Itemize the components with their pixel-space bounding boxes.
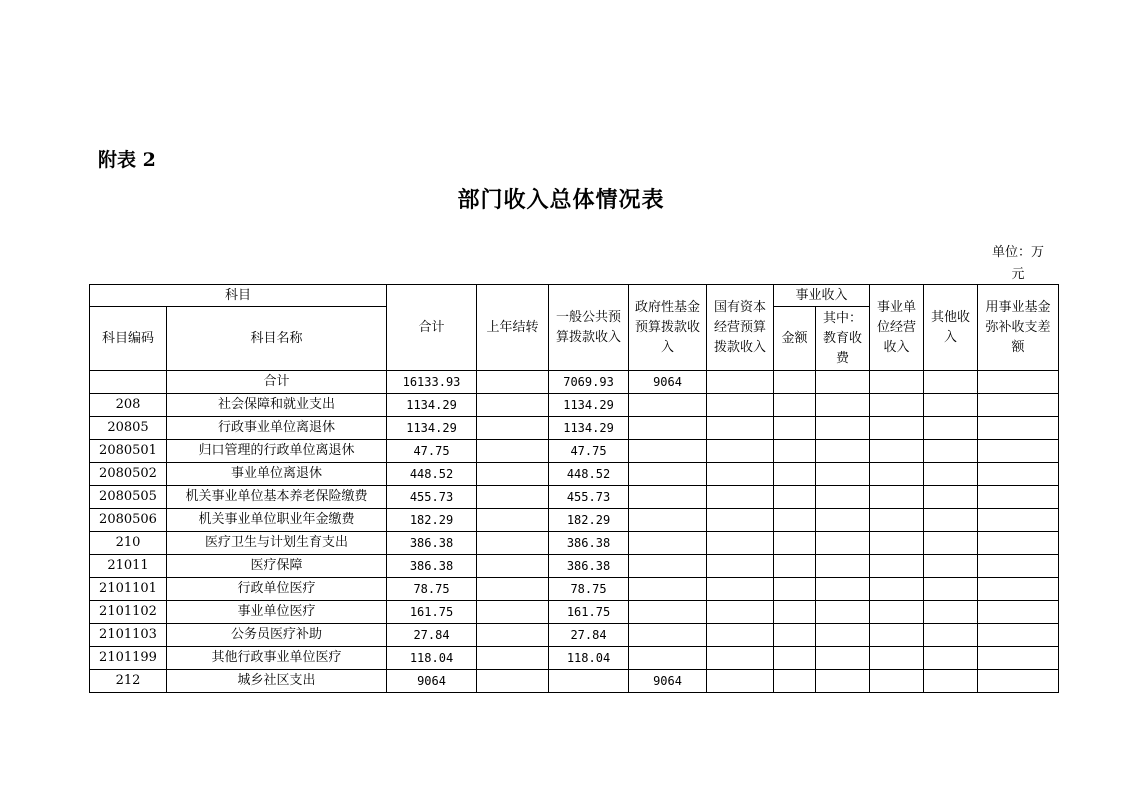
- cell-total: 78.75: [387, 578, 477, 601]
- cell-operating: [870, 394, 924, 417]
- cell-name: 机关事业单位职业年金缴费: [167, 509, 387, 532]
- cell-state: [707, 417, 774, 440]
- cell-carry: [477, 440, 549, 463]
- cell-edu: [816, 647, 870, 670]
- header-general-budget: 一般公共预算拨款收入: [549, 285, 629, 371]
- table-row: [90, 578, 1059, 601]
- cell-other: [924, 624, 978, 647]
- header-state-capital: 国有资本经营预算拨款收入: [707, 285, 774, 371]
- cell-amount: [774, 509, 816, 532]
- cell-carry: [477, 624, 549, 647]
- header-subject-code: 科目编码: [90, 307, 167, 371]
- cell-gov: [629, 624, 707, 647]
- cell-operating: [870, 578, 924, 601]
- cell-fund: [978, 578, 1059, 601]
- cell-state: [707, 532, 774, 555]
- cell-code: 210: [90, 532, 167, 555]
- cell-fund: [978, 440, 1059, 463]
- cell-edu: [816, 463, 870, 486]
- cell-gov: [629, 532, 707, 555]
- cell-edu: [816, 670, 870, 693]
- cell-operating: [870, 486, 924, 509]
- cell-state: [707, 463, 774, 486]
- cell-fund: [978, 532, 1059, 555]
- cell-code: 212: [90, 670, 167, 693]
- cell-name: 事业单位离退休: [167, 463, 387, 486]
- cell-other: [924, 601, 978, 624]
- table-row: [90, 647, 1059, 670]
- cell-amount: [774, 532, 816, 555]
- cell-gov: [629, 394, 707, 417]
- cell-operating: [870, 371, 924, 394]
- cell-general: 455.73: [549, 486, 629, 509]
- cell-code: 208: [90, 394, 167, 417]
- cell-amount: [774, 601, 816, 624]
- cell-state: [707, 624, 774, 647]
- cell-total: 455.73: [387, 486, 477, 509]
- cell-carry: [477, 555, 549, 578]
- cell-name: 合计: [167, 371, 387, 394]
- cell-edu: [816, 624, 870, 647]
- cell-name: 行政事业单位离退休: [167, 417, 387, 440]
- cell-gov: [629, 463, 707, 486]
- table-row: [90, 440, 1059, 463]
- header-institution-income: 事业收入: [774, 285, 870, 307]
- income-table: [89, 284, 1059, 693]
- cell-carry: [477, 532, 549, 555]
- cell-carry: [477, 463, 549, 486]
- cell-fund: [978, 394, 1059, 417]
- cell-amount: [774, 463, 816, 486]
- cell-name: 公务员医疗补助: [167, 624, 387, 647]
- cell-carry: [477, 578, 549, 601]
- cell-total: 182.29: [387, 509, 477, 532]
- cell-fund: [978, 463, 1059, 486]
- cell-operating: [870, 647, 924, 670]
- cell-name: 医疗卫生与计划生育支出: [167, 532, 387, 555]
- cell-general: 386.38: [549, 555, 629, 578]
- cell-total: 386.38: [387, 532, 477, 555]
- table-row: [90, 601, 1059, 624]
- cell-carry: [477, 371, 549, 394]
- cell-state: [707, 440, 774, 463]
- cell-other: [924, 440, 978, 463]
- cell-fund: [978, 417, 1059, 440]
- cell-operating: [870, 670, 924, 693]
- cell-amount: [774, 555, 816, 578]
- table-row: [90, 394, 1059, 417]
- cell-fund: [978, 647, 1059, 670]
- cell-total: 118.04: [387, 647, 477, 670]
- cell-operating: [870, 601, 924, 624]
- cell-general: 386.38: [549, 532, 629, 555]
- cell-code: [90, 371, 167, 394]
- table-row: [90, 463, 1059, 486]
- cell-total: 16133.93: [387, 371, 477, 394]
- cell-name: 行政单位医疗: [167, 578, 387, 601]
- cell-amount: [774, 440, 816, 463]
- cell-total: 448.52: [387, 463, 477, 486]
- cell-fund: [978, 555, 1059, 578]
- header-amount: 金额: [774, 307, 816, 371]
- cell-fund: [978, 486, 1059, 509]
- cell-gov: [629, 555, 707, 578]
- cell-carry: [477, 601, 549, 624]
- header-total: 合计: [387, 285, 477, 371]
- cell-other: [924, 371, 978, 394]
- cell-amount: [774, 486, 816, 509]
- cell-state: [707, 371, 774, 394]
- cell-state: [707, 670, 774, 693]
- cell-other: [924, 417, 978, 440]
- header-of-which-edu: 其中：教育收费: [816, 307, 870, 371]
- cell-carry: [477, 647, 549, 670]
- header-subject: 科目: [90, 285, 387, 307]
- cell-edu: [816, 440, 870, 463]
- cell-edu: [816, 532, 870, 555]
- cell-edu: [816, 394, 870, 417]
- cell-edu: [816, 371, 870, 394]
- cell-operating: [870, 417, 924, 440]
- unit-label: 单位：万元: [991, 245, 1044, 282]
- cell-carry: [477, 509, 549, 532]
- cell-code: 20805: [90, 417, 167, 440]
- cell-name: 其他行政事业单位医疗: [167, 647, 387, 670]
- cell-name: 事业单位医疗: [167, 601, 387, 624]
- cell-code: 2080502: [90, 463, 167, 486]
- table-row: [90, 670, 1059, 693]
- cell-amount: [774, 417, 816, 440]
- cell-general: [549, 670, 629, 693]
- cell-code: 2101103: [90, 624, 167, 647]
- cell-code: 2101102: [90, 601, 167, 624]
- cell-gov: [629, 440, 707, 463]
- cell-amount: [774, 394, 816, 417]
- table-row: [90, 555, 1059, 578]
- cell-carry: [477, 417, 549, 440]
- table-row: [90, 532, 1059, 555]
- cell-general: 7069.93: [549, 371, 629, 394]
- cell-carry: [477, 670, 549, 693]
- cell-edu: [816, 601, 870, 624]
- cell-state: [707, 555, 774, 578]
- cell-general: 1134.29: [549, 394, 629, 417]
- cell-amount: [774, 647, 816, 670]
- cell-fund: [978, 601, 1059, 624]
- cell-other: [924, 394, 978, 417]
- cell-state: [707, 578, 774, 601]
- cell-edu: [816, 486, 870, 509]
- attachment-label: 附表 2: [98, 149, 156, 171]
- cell-gov: [629, 486, 707, 509]
- cell-other: [924, 532, 978, 555]
- cell-code: 2080501: [90, 440, 167, 463]
- cell-gov: 9064: [629, 371, 707, 394]
- cell-name: 机关事业单位基本养老保险缴费: [167, 486, 387, 509]
- cell-state: [707, 509, 774, 532]
- header-other-income: 其他收入: [924, 285, 978, 371]
- table-row: [90, 509, 1059, 532]
- cell-general: 182.29: [549, 509, 629, 532]
- cell-name: 社会保障和就业支出: [167, 394, 387, 417]
- header-fund-balance: 用事业基金弥补收支差额: [978, 285, 1059, 371]
- cell-name: 城乡社区支出: [167, 670, 387, 693]
- header-carryover: 上年结转: [477, 285, 549, 371]
- cell-fund: [978, 509, 1059, 532]
- cell-other: [924, 647, 978, 670]
- cell-amount: [774, 670, 816, 693]
- cell-state: [707, 486, 774, 509]
- cell-gov: 9064: [629, 670, 707, 693]
- cell-amount: [774, 371, 816, 394]
- cell-gov: [629, 647, 707, 670]
- header-institution-operating: 事业单位经营收入: [870, 285, 924, 371]
- cell-edu: [816, 555, 870, 578]
- cell-operating: [870, 463, 924, 486]
- cell-operating: [870, 532, 924, 555]
- cell-total: 1134.29: [387, 417, 477, 440]
- table-row: [90, 624, 1059, 647]
- cell-edu: [816, 509, 870, 532]
- cell-fund: [978, 670, 1059, 693]
- cell-code: 2080506: [90, 509, 167, 532]
- cell-other: [924, 509, 978, 532]
- cell-other: [924, 670, 978, 693]
- table-row: [90, 417, 1059, 440]
- cell-total: 47.75: [387, 440, 477, 463]
- page-title: 部门收入总体情况表: [457, 187, 665, 213]
- cell-other: [924, 578, 978, 601]
- cell-state: [707, 647, 774, 670]
- cell-code: 21011: [90, 555, 167, 578]
- table-row: [90, 486, 1059, 509]
- cell-code: 2101101: [90, 578, 167, 601]
- cell-state: [707, 601, 774, 624]
- cell-amount: [774, 578, 816, 601]
- cell-general: 78.75: [549, 578, 629, 601]
- cell-gov: [629, 417, 707, 440]
- cell-carry: [477, 486, 549, 509]
- cell-total: 27.84: [387, 624, 477, 647]
- cell-operating: [870, 509, 924, 532]
- cell-fund: [978, 371, 1059, 394]
- cell-amount: [774, 624, 816, 647]
- cell-state: [707, 394, 774, 417]
- cell-operating: [870, 555, 924, 578]
- cell-edu: [816, 578, 870, 601]
- cell-operating: [870, 440, 924, 463]
- cell-name: 归口管理的行政单位离退休: [167, 440, 387, 463]
- cell-general: 161.75: [549, 601, 629, 624]
- cell-edu: [816, 417, 870, 440]
- table-row: [90, 371, 1059, 394]
- cell-code: 2101199: [90, 647, 167, 670]
- header-gov-fund: 政府性基金预算拨款收入: [629, 285, 707, 371]
- cell-general: 448.52: [549, 463, 629, 486]
- cell-name: 医疗保障: [167, 555, 387, 578]
- cell-other: [924, 463, 978, 486]
- cell-general: 1134.29: [549, 417, 629, 440]
- header-subject-name: 科目名称: [167, 307, 387, 371]
- cell-general: 47.75: [549, 440, 629, 463]
- cell-gov: [629, 509, 707, 532]
- cell-carry: [477, 394, 549, 417]
- cell-general: 118.04: [549, 647, 629, 670]
- cell-total: 9064: [387, 670, 477, 693]
- cell-total: 1134.29: [387, 394, 477, 417]
- cell-gov: [629, 601, 707, 624]
- cell-gov: [629, 578, 707, 601]
- cell-total: 386.38: [387, 555, 477, 578]
- cell-fund: [978, 624, 1059, 647]
- cell-operating: [870, 624, 924, 647]
- cell-general: 27.84: [549, 624, 629, 647]
- cell-code: 2080505: [90, 486, 167, 509]
- cell-other: [924, 555, 978, 578]
- cell-total: 161.75: [387, 601, 477, 624]
- table-body: [90, 371, 1059, 693]
- cell-other: [924, 486, 978, 509]
